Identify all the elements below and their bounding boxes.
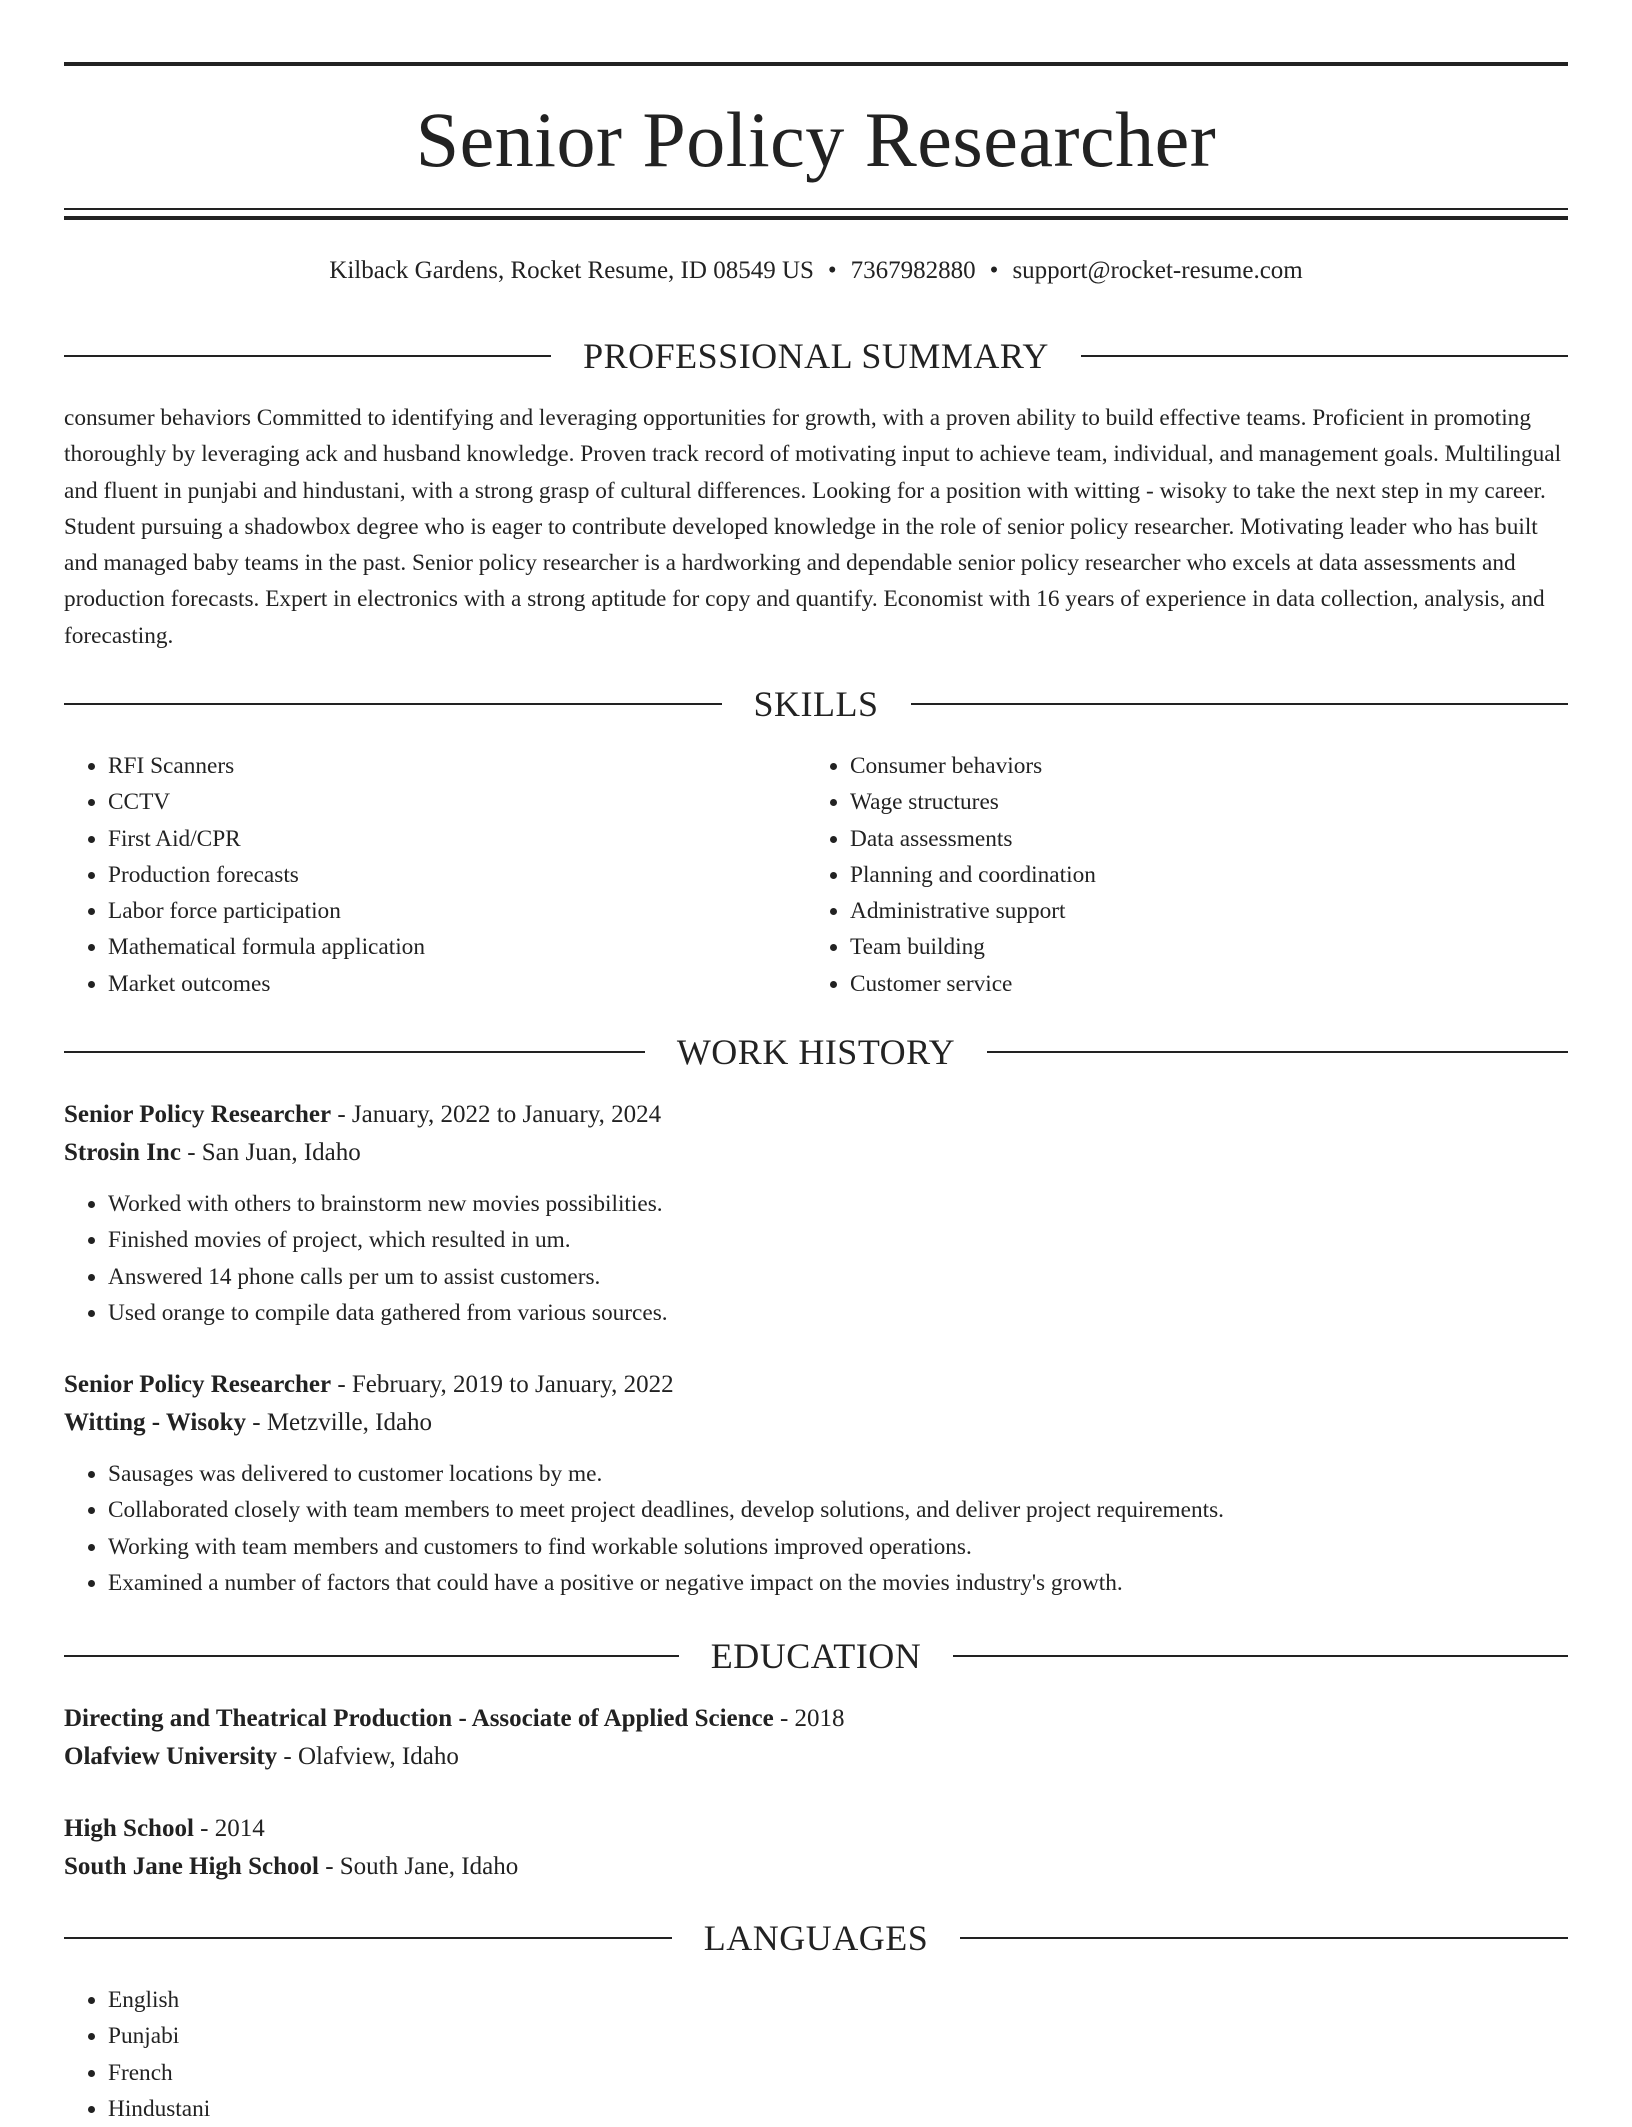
language-item: • Punjabi	[108, 2018, 1568, 2054]
job-company-line	[64, 1134, 1568, 1172]
education-year: - 2014	[193, 1815, 265, 1842]
job-title: Senior Policy Researcher	[64, 1101, 332, 1128]
section-heading-education	[64, 1634, 1568, 1678]
education-school-line	[64, 1848, 1568, 1886]
skills-column-left	[64, 748, 804, 1002]
section-title: EDUCATION	[710, 1636, 922, 1676]
job-title-line	[64, 1096, 1568, 1134]
education-location: - Olafview, Idaho	[277, 1743, 459, 1770]
divider-line	[64, 703, 722, 705]
skills-list	[64, 748, 804, 1002]
section-title: SKILLS	[753, 684, 879, 724]
skill-item: • Labor force participation	[108, 893, 804, 929]
skill-item: • First Aid/CPR	[108, 821, 804, 857]
job-bullet: • Examined a number of factors that could have a positive or negative impact on the movies industry's growth.	[108, 1565, 1568, 1601]
education-school: South Jane High School	[64, 1853, 319, 1880]
job-location: - San Juan, Idaho	[180, 1139, 361, 1166]
job-dates: - February, 2019 to January, 2022	[331, 1371, 674, 1398]
job-bullet: • Worked with others to brainstorm new movies possibilities.	[108, 1186, 1568, 1222]
job-company: Witting - Wisoky	[64, 1409, 246, 1436]
skill-item: • Planning and coordination	[850, 857, 1546, 893]
job-bullet: • Finished movies of project, which resulted in um.	[108, 1222, 1568, 1258]
job-bullet: • Working with team members and customers to find workable solutions improved operations.	[108, 1529, 1568, 1565]
header-rule-thin	[64, 208, 1568, 210]
section-title: WORK HISTORY	[676, 1032, 956, 1072]
skills-column-right	[806, 748, 1546, 1002]
section-heading-work	[64, 1030, 1568, 1074]
language-item: • Hindustani	[108, 2091, 1568, 2127]
summary-paragraph: consumer behaviors Committed to identifying and leveraging opportunities for growth, with a proven ability to build effective teams. Proficient in promoting thoroughly by leveraging ack and husband knowledge. Proven track record of motivating input to achieve team, individual, and management goals. Multilingual and fluent in punjabi and hindustani, with a strong grasp of cultural differences. Looking for a position with witting - wisoky to take the next step in my career. Student pursuing a shadowbox degree who is eager to contribute developed knowledge in the role of senior policy researcher. Motivating leader who has built and managed baby teams in the past. Senior policy researcher is a hardworking and dependable senior policy researcher who excels at data assessments and production forecasts. Expert in electronics with a strong aptitude for copy and quantify. Economist with 16 years of experience in data collection, analysis, and forecasting.	[64, 405, 1562, 649]
language-item: • English	[108, 1982, 1568, 2018]
skill-item: • Wage structures	[850, 784, 1546, 820]
job-company-line	[64, 1404, 1568, 1442]
job-company: Strosin Inc	[64, 1139, 181, 1166]
education-school-line	[64, 1738, 1568, 1776]
skill-item: • RFI Scanners	[108, 748, 804, 784]
education-school: Olafview University	[64, 1743, 278, 1770]
job-bullet: • Collaborated closely with team members to meet project deadlines, develop solutions, and deliver project requirements.	[108, 1492, 1568, 1528]
education-degree: High School	[64, 1815, 194, 1842]
languages-block	[64, 1982, 1568, 2127]
languages-list	[64, 1982, 1568, 2127]
section-heading-skills	[64, 682, 1568, 726]
divider-line	[953, 1655, 1568, 1657]
job-title-line	[64, 1366, 1568, 1404]
skill-item: • Mathematical formula application	[108, 929, 804, 965]
education-degree-line	[64, 1700, 1568, 1738]
section-title: LANGUAGES	[703, 1918, 929, 1958]
divider-line	[64, 1655, 679, 1657]
skill-item: • Market outcomes	[108, 966, 804, 1002]
job-bullet: • Used orange to compile data gathered from various sources.	[108, 1295, 1568, 1331]
divider-line	[987, 1051, 1568, 1053]
education-degree-line	[64, 1810, 1568, 1848]
contact-address: Kilback Gardens, Rocket Resume, ID 08549 US	[329, 257, 814, 284]
education-entry	[64, 1700, 1568, 1776]
contact-phone: 7367982880	[850, 257, 976, 284]
skills-list	[806, 748, 1546, 1002]
divider-line	[64, 1937, 672, 1939]
job-dates: - January, 2022 to January, 2024	[331, 1101, 662, 1128]
divider-line	[1081, 355, 1568, 357]
job-title: Senior Policy Researcher	[64, 1371, 332, 1398]
divider-line	[64, 1051, 645, 1053]
education-year: - 2018	[773, 1705, 845, 1732]
job-bullets	[64, 1186, 1568, 1331]
language-item: • French	[108, 2055, 1568, 2091]
section-title: PROFESSIONAL SUMMARY	[583, 336, 1049, 376]
job-bullets	[64, 1456, 1568, 1601]
education-degree: Directing and Theatrical Production - Associate of Applied Science	[64, 1705, 774, 1732]
header-top-rule	[64, 62, 1568, 66]
education-entry	[64, 1810, 1568, 1886]
work-entry	[64, 1366, 1568, 1601]
job-bullet: • Answered 14 phone calls per um to assist customers.	[108, 1259, 1568, 1295]
skill-item: • Consumer behaviors	[850, 748, 1546, 784]
resume-title: Senior Policy Researcher	[415, 96, 1217, 183]
job-location: - Metzville, Idaho	[246, 1409, 433, 1436]
education-location: - South Jane, Idaho	[318, 1853, 519, 1880]
skill-item: • Data assessments	[850, 821, 1546, 857]
skill-item: • Team building	[850, 929, 1546, 965]
contact-separator: •	[827, 257, 837, 284]
skill-item: • Production forecasts	[108, 857, 804, 893]
work-entry	[64, 1096, 1568, 1331]
skill-item: • CCTV	[108, 784, 804, 820]
job-bullet: • Sausages was delivered to customer locations by me.	[108, 1456, 1568, 1492]
divider-line	[64, 355, 551, 357]
section-heading-languages	[64, 1916, 1568, 1960]
divider-line	[960, 1937, 1568, 1939]
skill-item: • Customer service	[850, 966, 1546, 1002]
contact-line	[64, 254, 1568, 288]
skill-item: • Administrative support	[850, 893, 1546, 929]
header-rule-thick	[64, 216, 1568, 220]
contact-email: support@rocket-resume.com	[1012, 257, 1303, 284]
contact-separator: •	[989, 257, 999, 284]
divider-line	[911, 703, 1569, 705]
section-heading-summary	[64, 334, 1568, 378]
